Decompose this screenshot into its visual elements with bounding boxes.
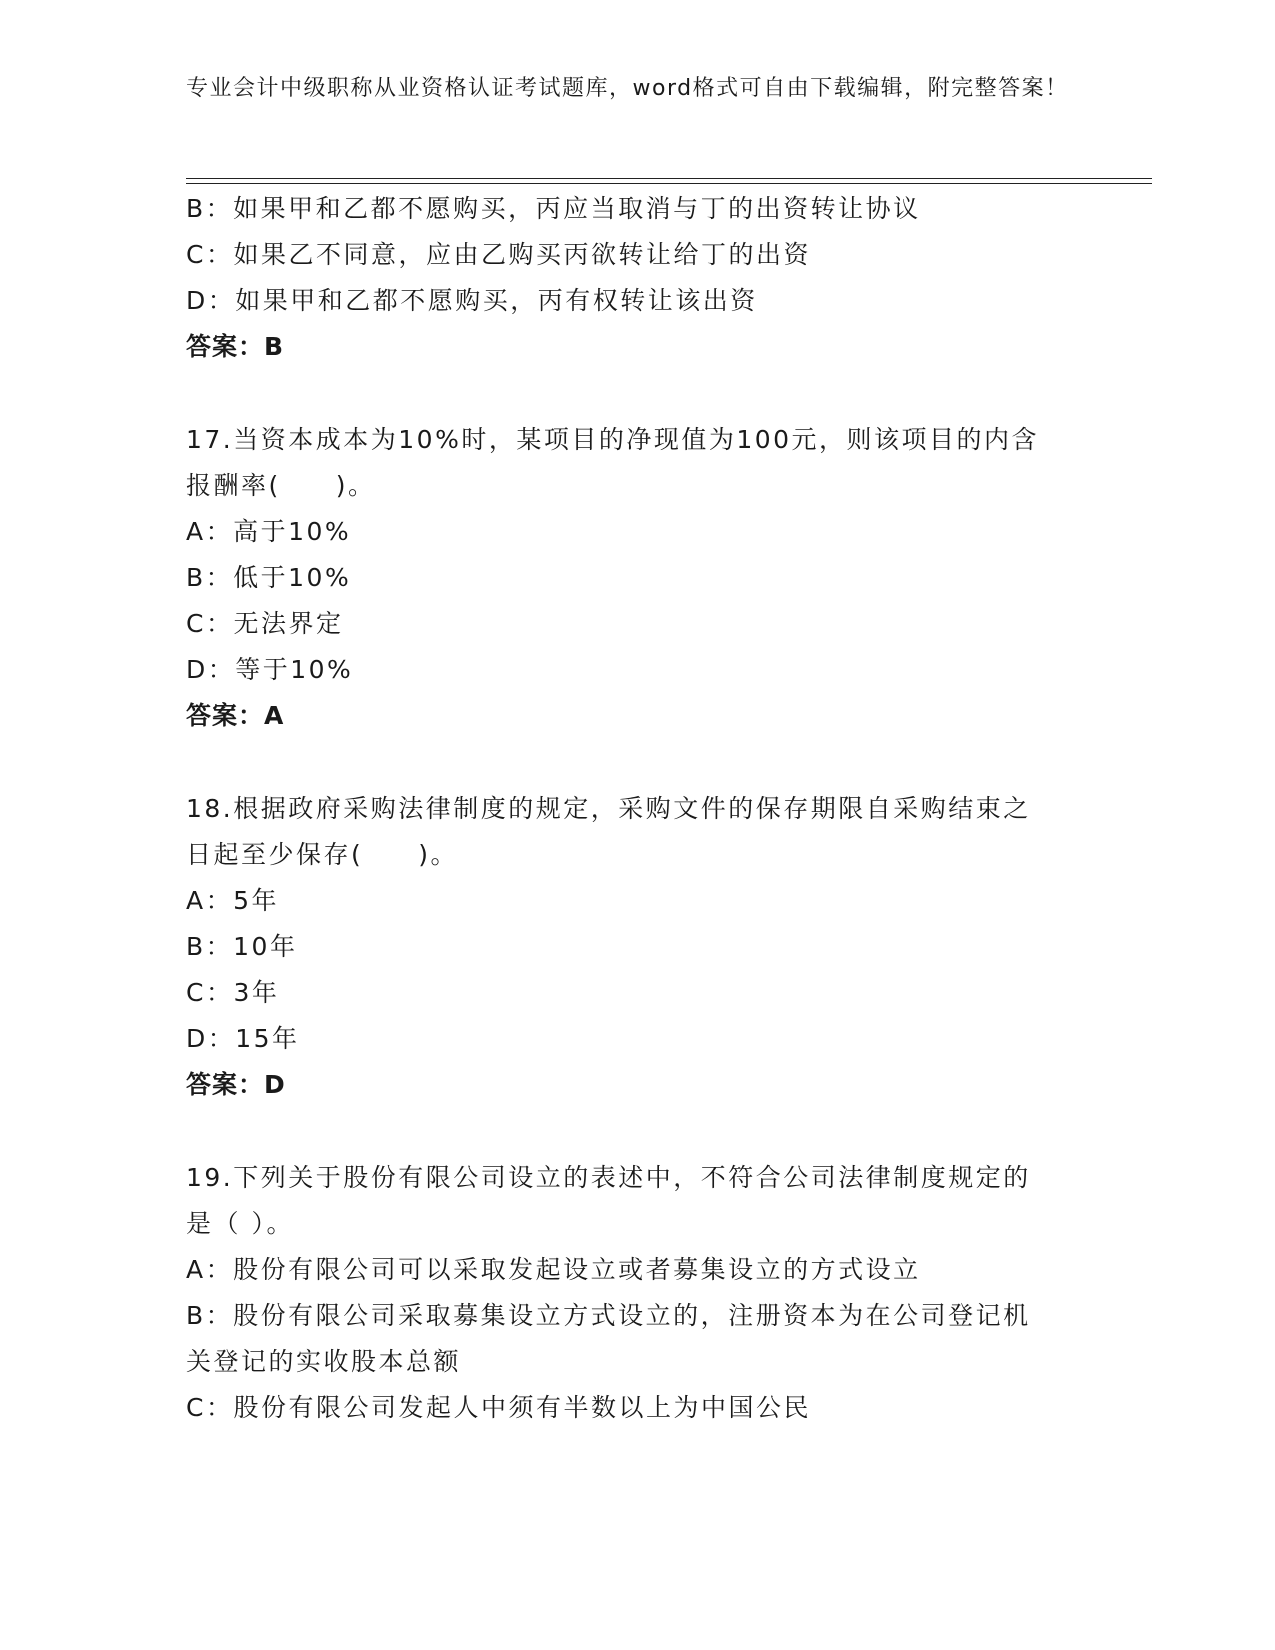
prev-answer: 答案：B <box>186 332 285 361</box>
q19-option-a: A：股份有限公司可以采取发起设立或者募集设立的方式设立 <box>186 1255 921 1284</box>
q18-option-a: A：5年 <box>186 886 280 915</box>
q18-option-d: D：15年 <box>186 1024 300 1053</box>
q19-option-b-line2: 关登记的实收股本总额 <box>186 1347 462 1376</box>
q19-option-c: C：股份有限公司发起人中须有半数以上为中国公民 <box>186 1393 811 1422</box>
header-divider-bottom <box>186 183 1152 184</box>
q19-stem-line2: 是（ ）。 <box>186 1209 294 1238</box>
q17-answer: 答案：A <box>186 701 285 730</box>
q17-option-d: D：等于10% <box>186 655 354 684</box>
q18-stem-line2: 日起至少保存( )。 <box>186 840 459 869</box>
q18-option-c: C：3年 <box>186 978 280 1007</box>
q17-stem-line1: 17.当资本成本为10%时，某项目的净现值为100元，则该项目的内含 <box>186 425 1040 454</box>
prev-option-b: B：如果甲和乙都不愿购买，丙应当取消与丁的出资转让协议 <box>186 194 921 223</box>
q18-stem-line1: 18.根据政府采购法律制度的规定，采购文件的保存期限自采购结束之 <box>186 794 1031 823</box>
document-header: 专业会计中级职称从业资格认证考试题库，word格式可自由下载编辑，附完整答案！ <box>186 76 1069 101</box>
q18-answer: 答案：D <box>186 1070 286 1099</box>
q18-option-b: B：10年 <box>186 932 298 961</box>
q19-option-b-line1: B：股份有限公司采取募集设立方式设立的，注册资本为在公司登记机 <box>186 1301 1031 1330</box>
prev-option-c: C：如果乙不同意，应由乙购买丙欲转让给丁的出资 <box>186 240 811 269</box>
q17-stem-line2: 报酬率( )。 <box>186 471 376 500</box>
prev-option-d: D：如果甲和乙都不愿购买，丙有权转让该出资 <box>186 286 758 315</box>
q17-option-c: C：无法界定 <box>186 609 344 638</box>
q17-option-b: B：低于10% <box>186 563 352 592</box>
header-divider-top <box>186 178 1152 179</box>
q19-stem-line1: 19.下列关于股份有限公司设立的表述中，不符合公司法律制度规定的 <box>186 1163 1031 1192</box>
q17-option-a: A：高于10% <box>186 517 352 546</box>
